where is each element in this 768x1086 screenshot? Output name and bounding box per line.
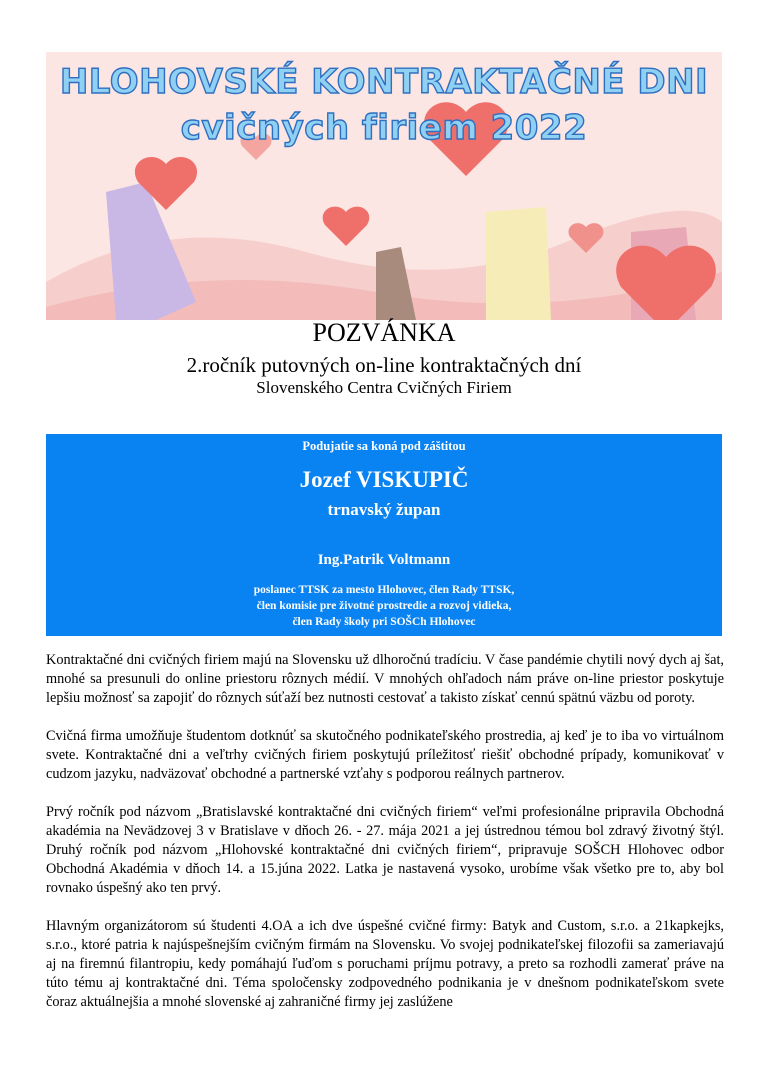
second-patron-role-line: člen Rady školy pri SOŠCh Hlohovec [292,616,476,628]
banner-image [46,52,722,320]
patronage-box [46,434,722,636]
second-patron-role-line: poslanec TTSK za mesto Hlohovec, člen Rady TTSK, [253,584,515,596]
invitation-subtitle: 2.ročník putovných on-line kontraktačných dní [186,353,582,377]
patronage-intro: Podujatie sa koná pod záštitou [302,439,466,453]
second-patron-roles [46,582,722,630]
banner-title: HLOHOVSKÉ KONTRAKTAČNÉ DNI [59,62,709,102]
body-paragraph: Cvičná firma umožňuje študentom dotknúť sa skutočného podnikateľského prostredia, aj keď je to iba vo virtuálnom svete. Kontraktačné dni a veľtrhy cvičných firiem poskytujú príležitosť riešiť obchodné prípady, komunikovať v cudzom jazyku, nadväzovať obchodné a partnerské vzťahy s podporou reálnych partnerov. [46,728,724,782]
second-patron-name: Ing.Patrik Voltmann [317,552,451,568]
body-text [46,651,724,1031]
patron-role: trnavský župan [327,500,441,519]
body-paragraph: Hlavným organizátorom sú študenti 4.OA a ich dve úspešné cvičné firmy: Batyk and Custom, s.r.o. a 21kapkejks, s.r.o., ktoré patria k najúspešnejším cvičným firmám na Slovensku. Vo svojej podnikateľskej filozofii sa zameriavajú aj na firemnú filantropiu, kedy pomáhajú ľuďom s poruchami príjmu potravy, a preto sa rozhodli zamerať práve na túto tému aj kontraktačné dni. Téma spoločensky zodpovedného podnikania je v dnešnom podnikateľskom svete čoraz aktuálnejšia a mnohé slovenské aj zahraničné firmy jej zaslúžene [46,918,724,1010]
invitation-organizer: Slovenského Centra Cvičných Firiem [256,378,512,397]
invitation-title: POZVÁNKA [312,318,456,347]
body-paragraph: Prvý ročník pod názvom „Bratislavské kontraktačné dni cvičných firiem“ veľmi profesionálne pripravila Obchodná akadémia na Nevädzovej 3 v Bratislave v dňoch 26. - 27. mája 2021 a jej ústrednou témou bol zdravý životný štýl. Druhý ročník pod názvom „Hlohovské kontraktačné dni cvičných firiem“, pripravuje SOŠCH Hlohovec odbor Obchodná Akadémia v dňoch 14. a 15.júna 2022. Latka je nastavená vysoko, urobíme však všetko pre to, aby bol rovnako úspešný ako ten prvý. [46,804,724,896]
second-patron-role-line: člen komisie pre životné prostredie a rozvoj vidieka, [256,600,512,612]
banner-subtitle: cvičných firiem 2022 [180,108,588,148]
patron-name: Jozef VISKUPIČ [299,467,469,492]
body-paragraph: Kontraktačné dni cvičných firiem majú na Slovensku už dlhoročnú tradíciu. V čase pandémie chytili nový dych aj šat, mnohé sa presunuli do online priestoru rôznych médií. V mnohých ohľadoch nám práve on-line priestor poskytuje lepšiu možnosť sa zapojiť do rôznych súťaží bez nutnosti cestovať a takisto získať cennú spätnú väzbu od poroty. [46,652,724,706]
